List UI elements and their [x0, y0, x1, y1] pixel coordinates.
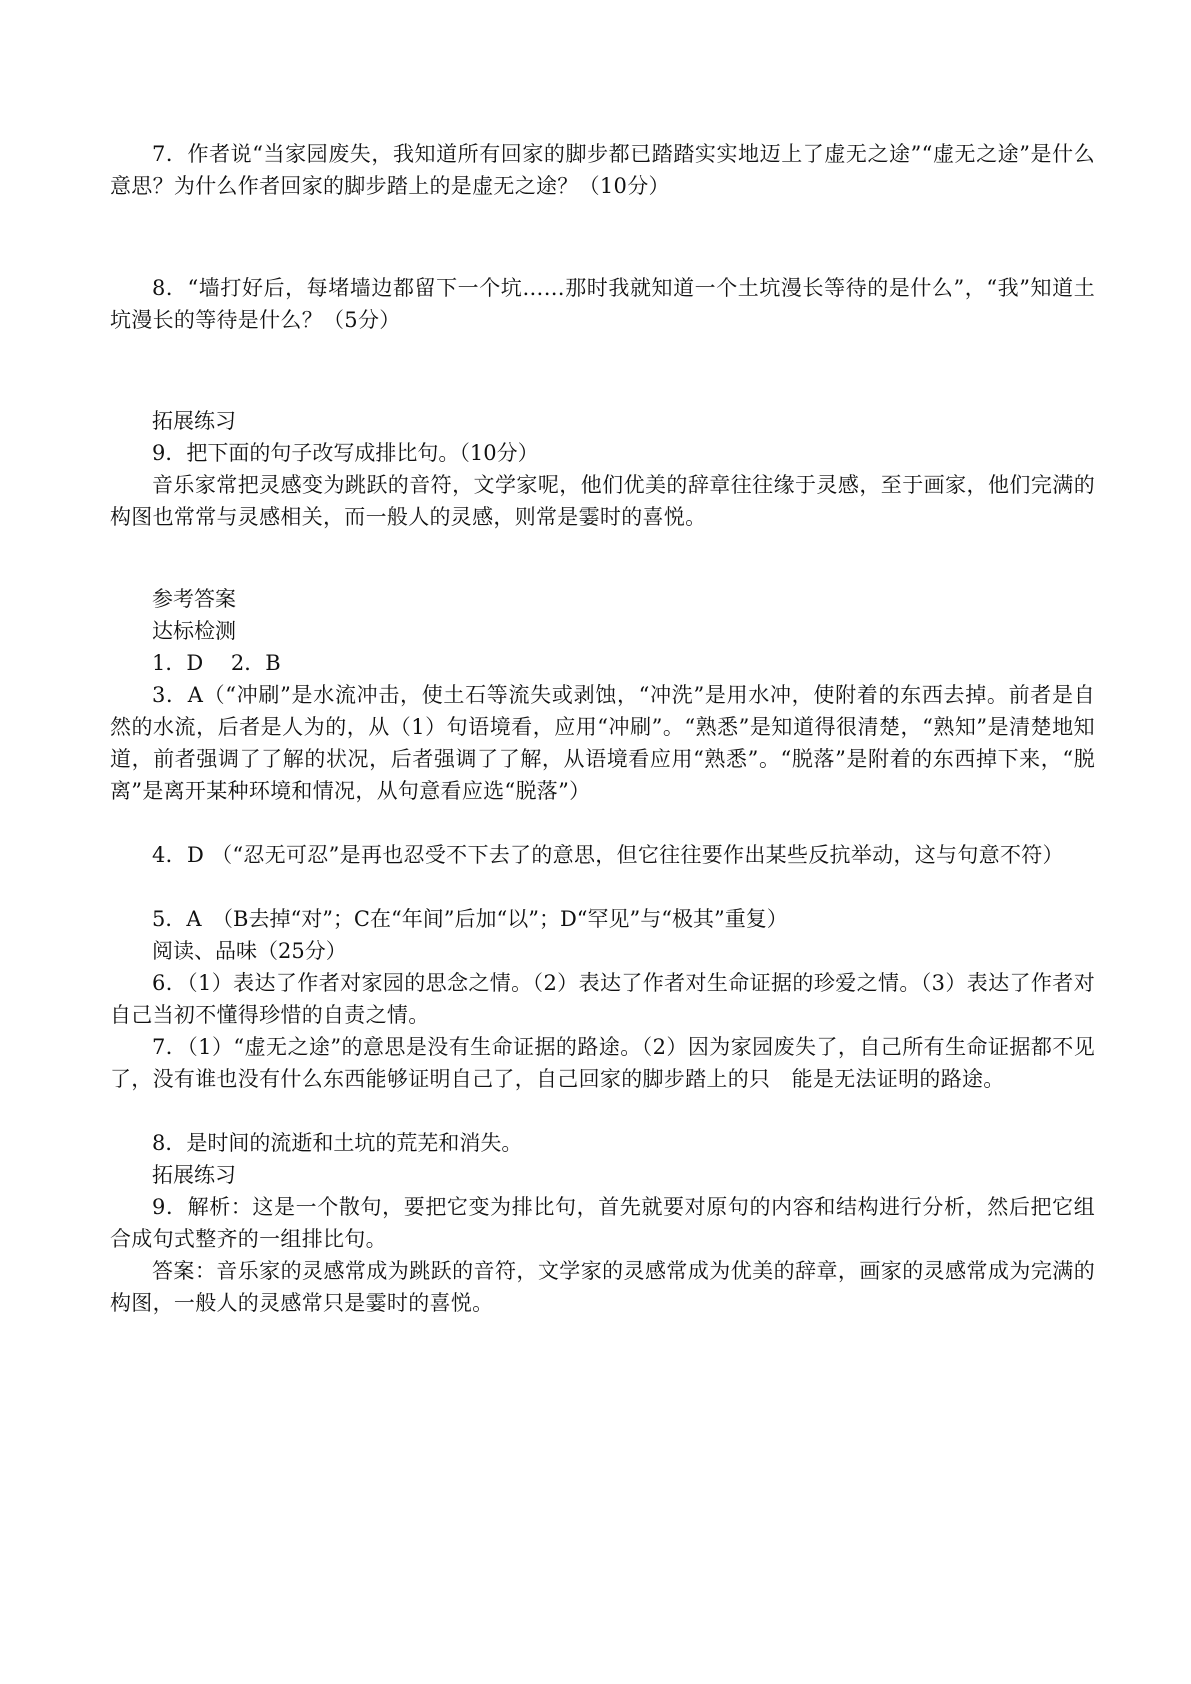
answer-9-analysis: 9．解析：这是一个散句，要把它变为排比句，首先就要对原句的内容和结构进行分析，然后把它组合成句式整齐的一组排比句。 — [110, 1195, 1095, 1251]
question-8: 8．“墙打好后，每堵墙边都留下一个坑……那时我就知道一个土坑漫长等待的是什么”，“我”知道土坑漫长的等待是什么？（5分） — [110, 276, 1095, 332]
answer-6: 6．（1）表达了作者对家园的思念之情。（2）表达了作者对生命证据的珍爱之情。（3）表达了作者对自己当初不懂得珍惜的自责之情。 — [110, 971, 1095, 1027]
answers-section-1: 达标检测 — [152, 619, 236, 643]
answer-4: 4．D （“忍无可忍”是再也忍受不下去了的意思，但它往往要作出某些反抗举动，这与句意不符） — [152, 843, 1064, 867]
answers-section-3: 拓展练习 — [152, 1163, 236, 1187]
extension-heading: 拓展练习 — [152, 409, 236, 433]
question-9-text: 音乐家常把灵感变为跳跃的音符，文学家呢，他们优美的辞章往往缘于灵感，至于画家，他们完满的构图也常常与灵感相关，而一般人的灵感，则常是霎时的喜悦。 — [110, 473, 1095, 529]
question-9: 9．把下面的句子改写成排比句。（10分） — [152, 441, 539, 465]
answer-7: 7．（1）“虚无之途”的意思是没有生命证据的路途。（2）因为家园废失了，自己所有生命证据都不见了，没有谁也没有什么东西能够证明自己了，自己回家的脚步踏上的只 能是无法证明的路途。 — [110, 1035, 1095, 1091]
answer-8: 8．是时间的流逝和土坑的荒芜和消失。 — [152, 1131, 523, 1155]
answers-section-2: 阅读、品味（25分） — [152, 939, 347, 963]
answer-1-2: 1．D 2．B — [152, 651, 281, 675]
answer-9-answer: 答案：音乐家的灵感常成为跳跃的音符，文学家的灵感常成为优美的辞章，画家的灵感常成为完满的构图，一般人的灵感常只是霎时的喜悦。 — [110, 1259, 1095, 1315]
answer-3: 3．A（“冲刷”是水流冲击，使土石等流失或剥蚀，“冲洗”是用水冲，使附着的东西去掉。前者是自然的水流，后者是人为的，从（1）句语境看，应用“冲刷”。“熟悉”是知道得很清楚，“熟知”是清楚地知道，前者强调了了解的状况，后者强调了了解，从语境看应用“熟悉”。“脱落”是附着的东西掉下来，“脱离”是离开某种环境和情况，从句意看应选“脱落”） — [110, 683, 1095, 803]
answers-heading: 参考答案 — [152, 587, 236, 611]
answer-5: 5．A （B去掉“对”；C在“年间”后加“以”；D“罕见”与“极其”重复） — [152, 907, 788, 931]
question-7: 7．作者说“当家园废失，我知道所有回家的脚步都已踏踏实实地迈上了虚无之途”“虚无之途”是什么意思？为什么作者回家的脚步踏上的是虚无之途？（10分） — [110, 142, 1095, 198]
